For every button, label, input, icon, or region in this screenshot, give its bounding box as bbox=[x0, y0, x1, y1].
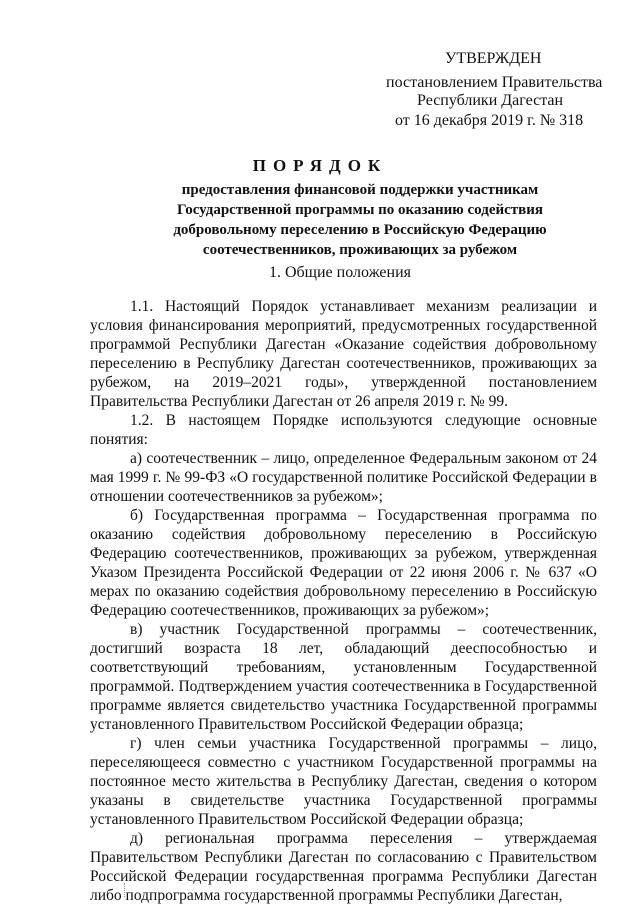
approval-line-1: УТВЕРЖДЕН bbox=[445, 50, 542, 67]
definition-v: в) участник Государственной программы – соотечественник, достигший возраста 18 лет, обладающий дееспособностью и соответствующий требованиям, установленным Государственной программой. Подтверждением участия соотечественника в Государственной программе является свидетельство участника Государственной программы установленного Правительством Российской Федерации образца; bbox=[90, 621, 597, 733]
paragraph-1-1: 1.1. Настоящий Порядок устанавливает механизм реализации и условия финансирования мероприятий, предусмотренных государственной программой Республики Дагестан «Оказание содействия добровольному переселению в Республику Дагестан соотечественников, проживающих за рубежом, на 2019–2021 годы», утвержденной постановлением Правительства Республики Дагестан от 26 апреля 2019 г. № 99. bbox=[90, 298, 597, 410]
scan-mark bbox=[124, 883, 127, 897]
approval-line-3: Республики Дагестан bbox=[417, 92, 564, 109]
approval-line-2: постановлением Правительства bbox=[386, 74, 603, 91]
approval-line-4: от 16 декабря 2019 г. № 318 bbox=[395, 112, 584, 129]
definition-d: д) региональная программа переселения – утверждаемая Правительством Республики Дагестан по согласованию с Правительством Российской Федерации государственная программа Республики Дагестан либо подпрограмма государственной программы Республики Дагестан, bbox=[90, 830, 597, 904]
document-body bbox=[90, 297, 597, 905]
section-heading: 1. Общие положения bbox=[268, 264, 412, 281]
definition-g: г) член семьи участника Государственной программы – лицо, переселяющееся совместно с участником Государственной программы на постоянное место жительства в Республику Дагестан, сведения о котором указаны в свидетельстве участника Государственной программы установленного Правительством Российской Федерации образца; bbox=[90, 735, 597, 828]
definition-a: а) соотечественник – лицо, определенное Федеральным законом от 24 мая 1999 г. № 99-ФЗ «О государственной политике Российской Федерации в отношении соотечественников за рубежом»; bbox=[90, 450, 597, 505]
paragraph-1-2: 1.2. В настоящем Порядке используются следующие основные понятия: bbox=[90, 412, 597, 448]
definition-b: б) Государственная программа – Государственная программа по оказанию содействия добровольному переселению в Российскую Федерацию соотечественников, проживающих за рубежом, утвержденная Указом Президента Российской Федерации от 22 июня 2006 г. № 637 «О мерах по оказанию содействия добровольному переселению в Российскую Федерацию соотечественников, проживающих за рубежом»; bbox=[90, 507, 597, 619]
document-title: ПОРЯДОК bbox=[252, 156, 388, 175]
document-subtitle: предоставления финансовой поддержки участникам Государственной программы по оказанию содействия добровольному переселению в Российскую Федерацию соотечественников, проживающих за рубежом bbox=[173, 182, 547, 258]
